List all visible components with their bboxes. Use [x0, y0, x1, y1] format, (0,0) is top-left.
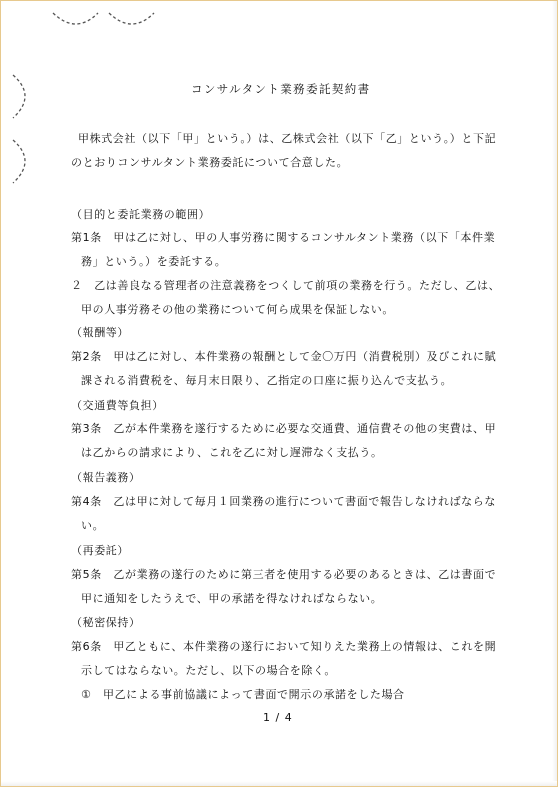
- article-1-line-2: 務」という。）を委託する。: [81, 255, 227, 268]
- article-1-line-1: 第1条 甲は乙に対し、甲の人事労務に関するコンサルタント業務（以下「本件業: [71, 231, 496, 244]
- article-5-line-2: 甲に通知をしたうえで、甲の承諾を得なければならない。: [81, 592, 383, 605]
- article-1-line-4: 甲の人事労務その他の業務について何ら成果を保証しない。: [81, 303, 394, 316]
- section-heading-purpose: （目的と委託業務の範囲）: [71, 208, 211, 221]
- section-heading-fee: （報酬等）: [71, 326, 129, 339]
- page-shadow-bottom: [1, 781, 557, 786]
- article-3-line-1: 第3条 乙が本件業務を遂行するために必要な交通費、通信費その他の実費は、甲: [71, 422, 497, 435]
- page-number: 1 / 4: [263, 711, 293, 724]
- article-4-line-1: 第4条 乙は甲に対して毎月１回業務の進行について書面で報告しなければならな: [71, 495, 496, 508]
- article-4-line-2: い。: [81, 519, 105, 532]
- article-6-line-1: 第6条 甲乙ともに、本件業務の遂行において知りえた業務上の情報は、これを開: [71, 640, 497, 653]
- article-1-line-3: ２ 乙は善良なる管理者の注意義務をつくして前項の業務を行う。ただし、乙は、: [71, 279, 501, 292]
- article-6-item-1: ① 甲乙による事前協議によって書面で開示の承諾をした場合: [81, 688, 405, 701]
- article-2-line-1: 第2条 甲は乙に対し、本件業務の報酬として金〇万円（消費税別）及びこれに賦: [71, 350, 497, 363]
- section-heading-confidentiality: （秘密保持）: [71, 616, 141, 629]
- article-3-line-2: は乙からの請求により、これを乙に対し遅滞なく支払う。: [81, 446, 383, 459]
- article-6-line-2: 示してはならない。ただし、以下の場合を除く。: [81, 664, 336, 677]
- document-body: [1, 1, 557, 786]
- section-heading-transport: （交通費等負担）: [71, 399, 164, 412]
- article-2-line-2: 課される消費税を、毎月末日限り、乙指定の口座に振り込んで支払う。: [81, 374, 453, 387]
- page-shadow-right: [552, 1, 557, 786]
- article-5-line-1: 第5条 乙が業務の遂行のために第三者を使用する必要のあるときは、乙は書面で: [71, 568, 497, 581]
- document-title: コンサルタント業務委託契約書: [191, 82, 371, 96]
- intro-line-2: のとおりコンサルタント業務委託について合意した。: [71, 156, 349, 169]
- section-heading-subcontract: （再委託）: [71, 544, 129, 557]
- section-heading-report: （報告義務）: [71, 471, 141, 484]
- intro-line-1: 甲株式会社（以下「甲」という。）は、乙株式会社（以下「乙」という。）と下記: [78, 132, 497, 145]
